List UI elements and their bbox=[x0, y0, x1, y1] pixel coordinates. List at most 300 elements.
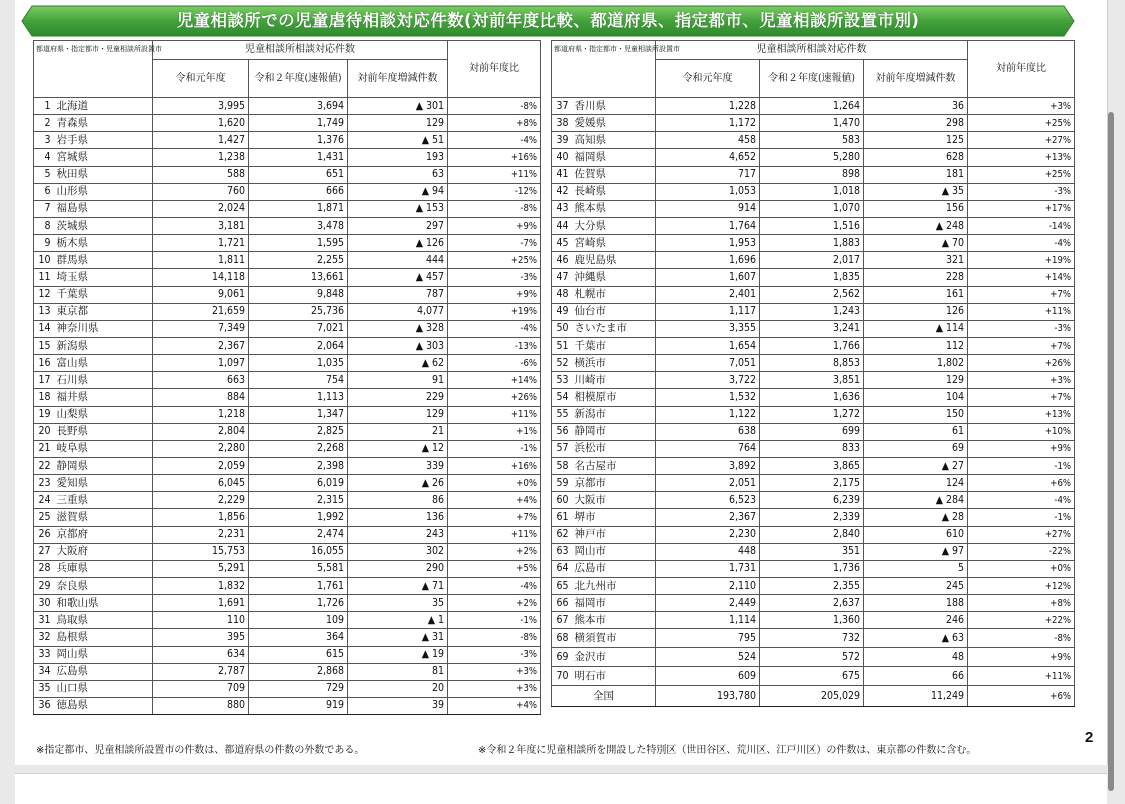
diff-value: ▲ 97 bbox=[864, 543, 968, 560]
r1-value: 1,953 bbox=[656, 235, 760, 252]
region-name: 鳥取県 bbox=[54, 612, 153, 629]
r1-value: 2,230 bbox=[656, 526, 760, 543]
r2-value: 1,272 bbox=[760, 406, 864, 423]
diff-value: ▲ 94 bbox=[348, 183, 448, 200]
region-name: 静岡市 bbox=[572, 423, 656, 440]
ratio-value: +4% bbox=[448, 697, 541, 714]
table-row bbox=[34, 200, 541, 217]
r2-value: 1,431 bbox=[249, 149, 348, 166]
ratio-value: +11% bbox=[968, 303, 1075, 320]
r1-value: 638 bbox=[656, 423, 760, 440]
diff-header: 対前年度増減件数 bbox=[864, 60, 968, 98]
r1-value: 1,532 bbox=[656, 389, 760, 406]
region-name: 川崎市 bbox=[572, 372, 656, 389]
ratio-value: +3% bbox=[448, 663, 541, 680]
table-row bbox=[34, 235, 541, 252]
r1-value: 880 bbox=[153, 697, 249, 714]
row-number: 63 bbox=[552, 543, 572, 560]
r2-value: 6,019 bbox=[249, 475, 348, 492]
r1-value: 395 bbox=[153, 629, 249, 646]
diff-value: ▲ 301 bbox=[348, 98, 448, 115]
table-row bbox=[34, 286, 541, 303]
ratio-value: +9% bbox=[968, 440, 1075, 457]
r1-value: 760 bbox=[153, 183, 249, 200]
r1-value: 3,181 bbox=[153, 217, 249, 234]
row-number: 51 bbox=[552, 337, 572, 354]
r2-value: 615 bbox=[249, 646, 348, 663]
table-row bbox=[34, 217, 541, 234]
ratio-value: +7% bbox=[968, 286, 1075, 303]
table-row bbox=[552, 372, 1075, 389]
region-name: 静岡県 bbox=[54, 457, 153, 474]
table-row bbox=[34, 372, 541, 389]
table-row bbox=[552, 286, 1075, 303]
table-row bbox=[552, 252, 1075, 269]
r1-value: 1,832 bbox=[153, 577, 249, 594]
r1-value: 3,722 bbox=[656, 372, 760, 389]
r2-value: 2,562 bbox=[760, 286, 864, 303]
r2-value: 3,865 bbox=[760, 457, 864, 474]
r1-value: 2,804 bbox=[153, 423, 249, 440]
ratio-value: +0% bbox=[968, 560, 1075, 577]
row-number: 6 bbox=[34, 183, 54, 200]
region-name: 北九州市 bbox=[572, 577, 656, 594]
r2-value: 572 bbox=[760, 648, 864, 667]
r2-value: 1,376 bbox=[249, 132, 348, 149]
region-name: 相模原市 bbox=[572, 389, 656, 406]
row-number: 62 bbox=[552, 526, 572, 543]
region-name: 岡山県 bbox=[54, 646, 153, 663]
ratio-header: 対前年度比 bbox=[448, 41, 541, 98]
r2-value: 3,241 bbox=[760, 320, 864, 337]
row-number: 29 bbox=[34, 577, 54, 594]
table-row bbox=[552, 577, 1075, 594]
r2-value: 8,853 bbox=[760, 355, 864, 372]
r2-value: 3,478 bbox=[249, 217, 348, 234]
row-number: 33 bbox=[34, 646, 54, 663]
ratio-value: -13% bbox=[448, 337, 541, 354]
ratio-value: -4% bbox=[968, 492, 1075, 509]
table-row bbox=[34, 320, 541, 337]
row-number: 10 bbox=[34, 252, 54, 269]
r1-value: 1,172 bbox=[656, 115, 760, 132]
ratio-value: -22% bbox=[968, 543, 1075, 560]
diff-value: 125 bbox=[864, 132, 968, 149]
ratio-value: -4% bbox=[968, 235, 1075, 252]
r1-value: 663 bbox=[153, 372, 249, 389]
diff-value: 628 bbox=[864, 149, 968, 166]
table-row bbox=[552, 629, 1075, 648]
region-name: 明石市 bbox=[572, 667, 656, 686]
ratio-value: +22% bbox=[968, 612, 1075, 629]
region-name: 秋田県 bbox=[54, 166, 153, 183]
table-row bbox=[552, 509, 1075, 526]
r2-value: 2,868 bbox=[249, 663, 348, 680]
diff-value: 156 bbox=[864, 200, 968, 217]
ratio-value: -8% bbox=[448, 98, 541, 115]
region-name: 香川県 bbox=[572, 98, 656, 115]
table-row bbox=[552, 303, 1075, 320]
diff-value: ▲ 284 bbox=[864, 492, 968, 509]
diff-value: ▲ 328 bbox=[348, 320, 448, 337]
diff-value: 181 bbox=[864, 166, 968, 183]
vertical-scrollbar[interactable] bbox=[1108, 112, 1114, 791]
ratio-value: +9% bbox=[968, 648, 1075, 667]
r1-value: 9,061 bbox=[153, 286, 249, 303]
r2-value: 2,355 bbox=[760, 577, 864, 594]
diff-value: 161 bbox=[864, 286, 968, 303]
r1-value: 524 bbox=[656, 648, 760, 667]
r2-header: 令和２年度(速報値) bbox=[249, 60, 348, 98]
diff-value: 86 bbox=[348, 492, 448, 509]
table-row bbox=[552, 667, 1075, 686]
region-name: 富山県 bbox=[54, 355, 153, 372]
r2-value: 1,736 bbox=[760, 560, 864, 577]
r2-value: 1,871 bbox=[249, 200, 348, 217]
table-row bbox=[34, 680, 541, 697]
diff-value: 35 bbox=[348, 595, 448, 612]
table-row bbox=[34, 629, 541, 646]
row-number: 53 bbox=[552, 372, 572, 389]
table-row bbox=[552, 269, 1075, 286]
r1-value: 3,355 bbox=[656, 320, 760, 337]
diff-value: 5 bbox=[864, 560, 968, 577]
row-number: 20 bbox=[34, 423, 54, 440]
r2-value: 351 bbox=[760, 543, 864, 560]
table-row bbox=[552, 440, 1075, 457]
ratio-value: -3% bbox=[968, 183, 1075, 200]
r1-value: 1,097 bbox=[153, 355, 249, 372]
region-name: 新潟市 bbox=[572, 406, 656, 423]
row-number: 52 bbox=[552, 355, 572, 372]
ratio-value: +7% bbox=[968, 389, 1075, 406]
r2-value: 2,175 bbox=[760, 475, 864, 492]
r1-value: 1,731 bbox=[656, 560, 760, 577]
table-row bbox=[34, 646, 541, 663]
ratio-value: +14% bbox=[448, 372, 541, 389]
table-row bbox=[34, 543, 541, 560]
r1-value: 1,114 bbox=[656, 612, 760, 629]
row-number: 45 bbox=[552, 235, 572, 252]
r1-value: 1,228 bbox=[656, 98, 760, 115]
ratio-value: +16% bbox=[448, 149, 541, 166]
r1-value: 2,110 bbox=[656, 577, 760, 594]
region-name: 岐阜県 bbox=[54, 440, 153, 457]
region-name: 兵庫県 bbox=[54, 560, 153, 577]
row-number: 4 bbox=[34, 149, 54, 166]
ratio-value: +9% bbox=[448, 286, 541, 303]
region-name: 札幌市 bbox=[572, 286, 656, 303]
region-name: さいたま市 bbox=[572, 320, 656, 337]
r2-value: 1,113 bbox=[249, 389, 348, 406]
ratio-value: +13% bbox=[968, 406, 1075, 423]
r1-value: 7,051 bbox=[656, 355, 760, 372]
row-number: 40 bbox=[552, 149, 572, 166]
diff-value: 81 bbox=[348, 663, 448, 680]
table-row bbox=[34, 560, 541, 577]
r1-value: 1,620 bbox=[153, 115, 249, 132]
region-name: 茨城県 bbox=[54, 217, 153, 234]
r2-value: 666 bbox=[249, 183, 348, 200]
r2-value: 1,766 bbox=[760, 337, 864, 354]
row-number: 58 bbox=[552, 457, 572, 474]
r2-value: 919 bbox=[249, 697, 348, 714]
diff-value: 124 bbox=[864, 475, 968, 492]
r2-value: 2,825 bbox=[249, 423, 348, 440]
r2-value: 1,636 bbox=[760, 389, 864, 406]
table-row bbox=[552, 423, 1075, 440]
region-name: 長野県 bbox=[54, 423, 153, 440]
row-number: 50 bbox=[552, 320, 572, 337]
table-row bbox=[552, 183, 1075, 200]
ratio-value: +13% bbox=[968, 149, 1075, 166]
row-number: 42 bbox=[552, 183, 572, 200]
r2-value: 732 bbox=[760, 629, 864, 648]
r2-header: 令和２年度(速報値) bbox=[760, 60, 864, 98]
row-number: 11 bbox=[34, 269, 54, 286]
corner-header: 都道府県・指定都市・児童相談所設置市 bbox=[552, 41, 656, 98]
row-number: 56 bbox=[552, 423, 572, 440]
footnote-left: ※指定都市、児童相談所設置市の件数は、都道府県の件数の外数である。 bbox=[36, 745, 365, 756]
table-row bbox=[34, 577, 541, 594]
ratio-value: +8% bbox=[968, 595, 1075, 612]
table-row bbox=[552, 457, 1075, 474]
r2-value: 2,064 bbox=[249, 337, 348, 354]
row-number: 64 bbox=[552, 560, 572, 577]
row-number: 15 bbox=[34, 337, 54, 354]
region-name: 大阪府 bbox=[54, 543, 153, 560]
r2-value: 1,726 bbox=[249, 595, 348, 612]
row-number: 65 bbox=[552, 577, 572, 594]
table-row bbox=[34, 492, 541, 509]
region-name: 岡山市 bbox=[572, 543, 656, 560]
diff-value: 229 bbox=[348, 389, 448, 406]
row-number: 61 bbox=[552, 509, 572, 526]
diff-value: 246 bbox=[864, 612, 968, 629]
r2-value: 364 bbox=[249, 629, 348, 646]
region-name: 鹿児島県 bbox=[572, 252, 656, 269]
r1-value: 1,721 bbox=[153, 235, 249, 252]
row-number: 30 bbox=[34, 595, 54, 612]
diff-value: 787 bbox=[348, 286, 448, 303]
diff-value: ▲ 248 bbox=[864, 217, 968, 234]
table-row bbox=[552, 166, 1075, 183]
table-row bbox=[34, 509, 541, 526]
diff-value: ▲ 31 bbox=[348, 629, 448, 646]
r2-value: 2,637 bbox=[760, 595, 864, 612]
row-number: 57 bbox=[552, 440, 572, 457]
region-name: 神奈川県 bbox=[54, 320, 153, 337]
r1-value: 1,427 bbox=[153, 132, 249, 149]
region-name: 北海道 bbox=[54, 98, 153, 115]
right-data-table bbox=[551, 40, 1075, 707]
r1-value: 2,231 bbox=[153, 526, 249, 543]
r1-value: 2,449 bbox=[656, 595, 760, 612]
region-name: 京都市 bbox=[572, 475, 656, 492]
table-row bbox=[552, 492, 1075, 509]
r2-value: 9,848 bbox=[249, 286, 348, 303]
diff-value: 321 bbox=[864, 252, 968, 269]
r2-value: 675 bbox=[760, 667, 864, 686]
row-number: 13 bbox=[34, 303, 54, 320]
region-name: 高知県 bbox=[572, 132, 656, 149]
ratio-value: +25% bbox=[968, 115, 1075, 132]
table-row bbox=[552, 98, 1075, 115]
r1-value: 1,238 bbox=[153, 149, 249, 166]
r2-value: 3,694 bbox=[249, 98, 348, 115]
r1-value: 717 bbox=[656, 166, 760, 183]
table-row bbox=[34, 269, 541, 286]
ratio-value: +26% bbox=[448, 389, 541, 406]
r2-value: 833 bbox=[760, 440, 864, 457]
r1-value: 2,401 bbox=[656, 286, 760, 303]
diff-value: ▲ 51 bbox=[348, 132, 448, 149]
table-row bbox=[34, 98, 541, 115]
diff-value: 297 bbox=[348, 217, 448, 234]
table-row bbox=[552, 560, 1075, 577]
r2-value: 13,661 bbox=[249, 269, 348, 286]
diff-value: 61 bbox=[864, 423, 968, 440]
corner-header: 都道府県・指定都市・児童相談所設置市 bbox=[34, 41, 153, 98]
region-name: 横浜市 bbox=[572, 355, 656, 372]
r2-value: 1,749 bbox=[249, 115, 348, 132]
ratio-value: +27% bbox=[968, 526, 1075, 543]
diff-value: 39 bbox=[348, 697, 448, 714]
ratio-value: +1% bbox=[448, 423, 541, 440]
row-number: 38 bbox=[552, 115, 572, 132]
r1-value: 14,118 bbox=[153, 269, 249, 286]
r1-value: 110 bbox=[153, 612, 249, 629]
r1-value: 2,367 bbox=[656, 509, 760, 526]
total-ratio: +6% bbox=[968, 686, 1075, 707]
r1-value: 7,349 bbox=[153, 320, 249, 337]
region-name: 奈良県 bbox=[54, 577, 153, 594]
region-name: 浜松市 bbox=[572, 440, 656, 457]
r1-value: 4,652 bbox=[656, 149, 760, 166]
region-name: 千葉県 bbox=[54, 286, 153, 303]
region-name: 三重県 bbox=[54, 492, 153, 509]
diff-value: 21 bbox=[348, 423, 448, 440]
region-name: 東京都 bbox=[54, 303, 153, 320]
row-number: 27 bbox=[34, 543, 54, 560]
ratio-value: +11% bbox=[968, 667, 1075, 686]
table-row bbox=[552, 132, 1075, 149]
region-name: 沖縄県 bbox=[572, 269, 656, 286]
r1-value: 21,659 bbox=[153, 303, 249, 320]
ratio-value: -3% bbox=[448, 646, 541, 663]
r2-value: 1,992 bbox=[249, 509, 348, 526]
diff-value: 126 bbox=[864, 303, 968, 320]
diff-value: 193 bbox=[348, 149, 448, 166]
group-header: 児童相談所相談対応件数 bbox=[656, 41, 968, 60]
r2-value: 2,268 bbox=[249, 440, 348, 457]
ratio-value: -8% bbox=[448, 200, 541, 217]
ratio-value: +0% bbox=[448, 475, 541, 492]
region-name: 千葉市 bbox=[572, 337, 656, 354]
r2-value: 1,070 bbox=[760, 200, 864, 217]
row-number: 43 bbox=[552, 200, 572, 217]
diff-value: ▲ 457 bbox=[348, 269, 448, 286]
region-name: 長崎県 bbox=[572, 183, 656, 200]
row-number: 31 bbox=[34, 612, 54, 629]
r2-value: 2,474 bbox=[249, 526, 348, 543]
row-number: 48 bbox=[552, 286, 572, 303]
r2-value: 1,516 bbox=[760, 217, 864, 234]
row-number: 19 bbox=[34, 406, 54, 423]
r1-value: 1,856 bbox=[153, 509, 249, 526]
diff-value: ▲ 153 bbox=[348, 200, 448, 217]
r2-value: 1,470 bbox=[760, 115, 864, 132]
r1-value: 884 bbox=[153, 389, 249, 406]
diff-value: 302 bbox=[348, 543, 448, 560]
ratio-value: +3% bbox=[448, 680, 541, 697]
row-number: 55 bbox=[552, 406, 572, 423]
r2-value: 1,883 bbox=[760, 235, 864, 252]
row-number: 59 bbox=[552, 475, 572, 492]
r2-value: 1,595 bbox=[249, 235, 348, 252]
r1-value: 1,053 bbox=[656, 183, 760, 200]
ratio-value: -12% bbox=[448, 183, 541, 200]
diff-value: 66 bbox=[864, 667, 968, 686]
diff-value: 298 bbox=[864, 115, 968, 132]
r1-value: 2,787 bbox=[153, 663, 249, 680]
diff-value: 150 bbox=[864, 406, 968, 423]
diff-value: 104 bbox=[864, 389, 968, 406]
region-name: 仙台市 bbox=[572, 303, 656, 320]
region-name: 島根県 bbox=[54, 629, 153, 646]
ratio-value: -3% bbox=[448, 269, 541, 286]
table-row bbox=[552, 217, 1075, 234]
r2-value: 754 bbox=[249, 372, 348, 389]
r1-value: 3,892 bbox=[656, 457, 760, 474]
ratio-value: +8% bbox=[448, 115, 541, 132]
r1-value: 914 bbox=[656, 200, 760, 217]
r1-value: 458 bbox=[656, 132, 760, 149]
r1-value: 1,122 bbox=[656, 406, 760, 423]
diff-value: 1,802 bbox=[864, 355, 968, 372]
row-number: 49 bbox=[552, 303, 572, 320]
diff-value: 112 bbox=[864, 337, 968, 354]
r2-value: 16,055 bbox=[249, 543, 348, 560]
row-number: 66 bbox=[552, 595, 572, 612]
ratio-value: -4% bbox=[448, 577, 541, 594]
ratio-value: +19% bbox=[448, 303, 541, 320]
diff-value: 129 bbox=[864, 372, 968, 389]
region-name: 愛知県 bbox=[54, 475, 153, 492]
ratio-value: +2% bbox=[448, 543, 541, 560]
diff-value: 136 bbox=[348, 509, 448, 526]
table-row bbox=[552, 475, 1075, 492]
r1-value: 2,024 bbox=[153, 200, 249, 217]
ratio-value: +7% bbox=[968, 337, 1075, 354]
row-number: 21 bbox=[34, 440, 54, 457]
row-number: 46 bbox=[552, 252, 572, 269]
r1-value: 588 bbox=[153, 166, 249, 183]
row-number: 60 bbox=[552, 492, 572, 509]
r2-value: 2,255 bbox=[249, 252, 348, 269]
region-name: 愛媛県 bbox=[572, 115, 656, 132]
footnote-right: ※令和２年度に児童相談所を開設した特別区（世田谷区、荒川区、江戸川区）の件数は、東京都の件数に含む。 bbox=[478, 745, 977, 756]
region-name: 栃木県 bbox=[54, 235, 153, 252]
r2-value: 583 bbox=[760, 132, 864, 149]
total-r1: 193,780 bbox=[656, 686, 760, 707]
next-slide-preview bbox=[15, 773, 1107, 804]
row-number: 3 bbox=[34, 132, 54, 149]
table-row bbox=[552, 355, 1075, 372]
table-row bbox=[34, 697, 541, 714]
ratio-header: 対前年度比 bbox=[968, 41, 1075, 98]
ratio-value: +3% bbox=[968, 372, 1075, 389]
